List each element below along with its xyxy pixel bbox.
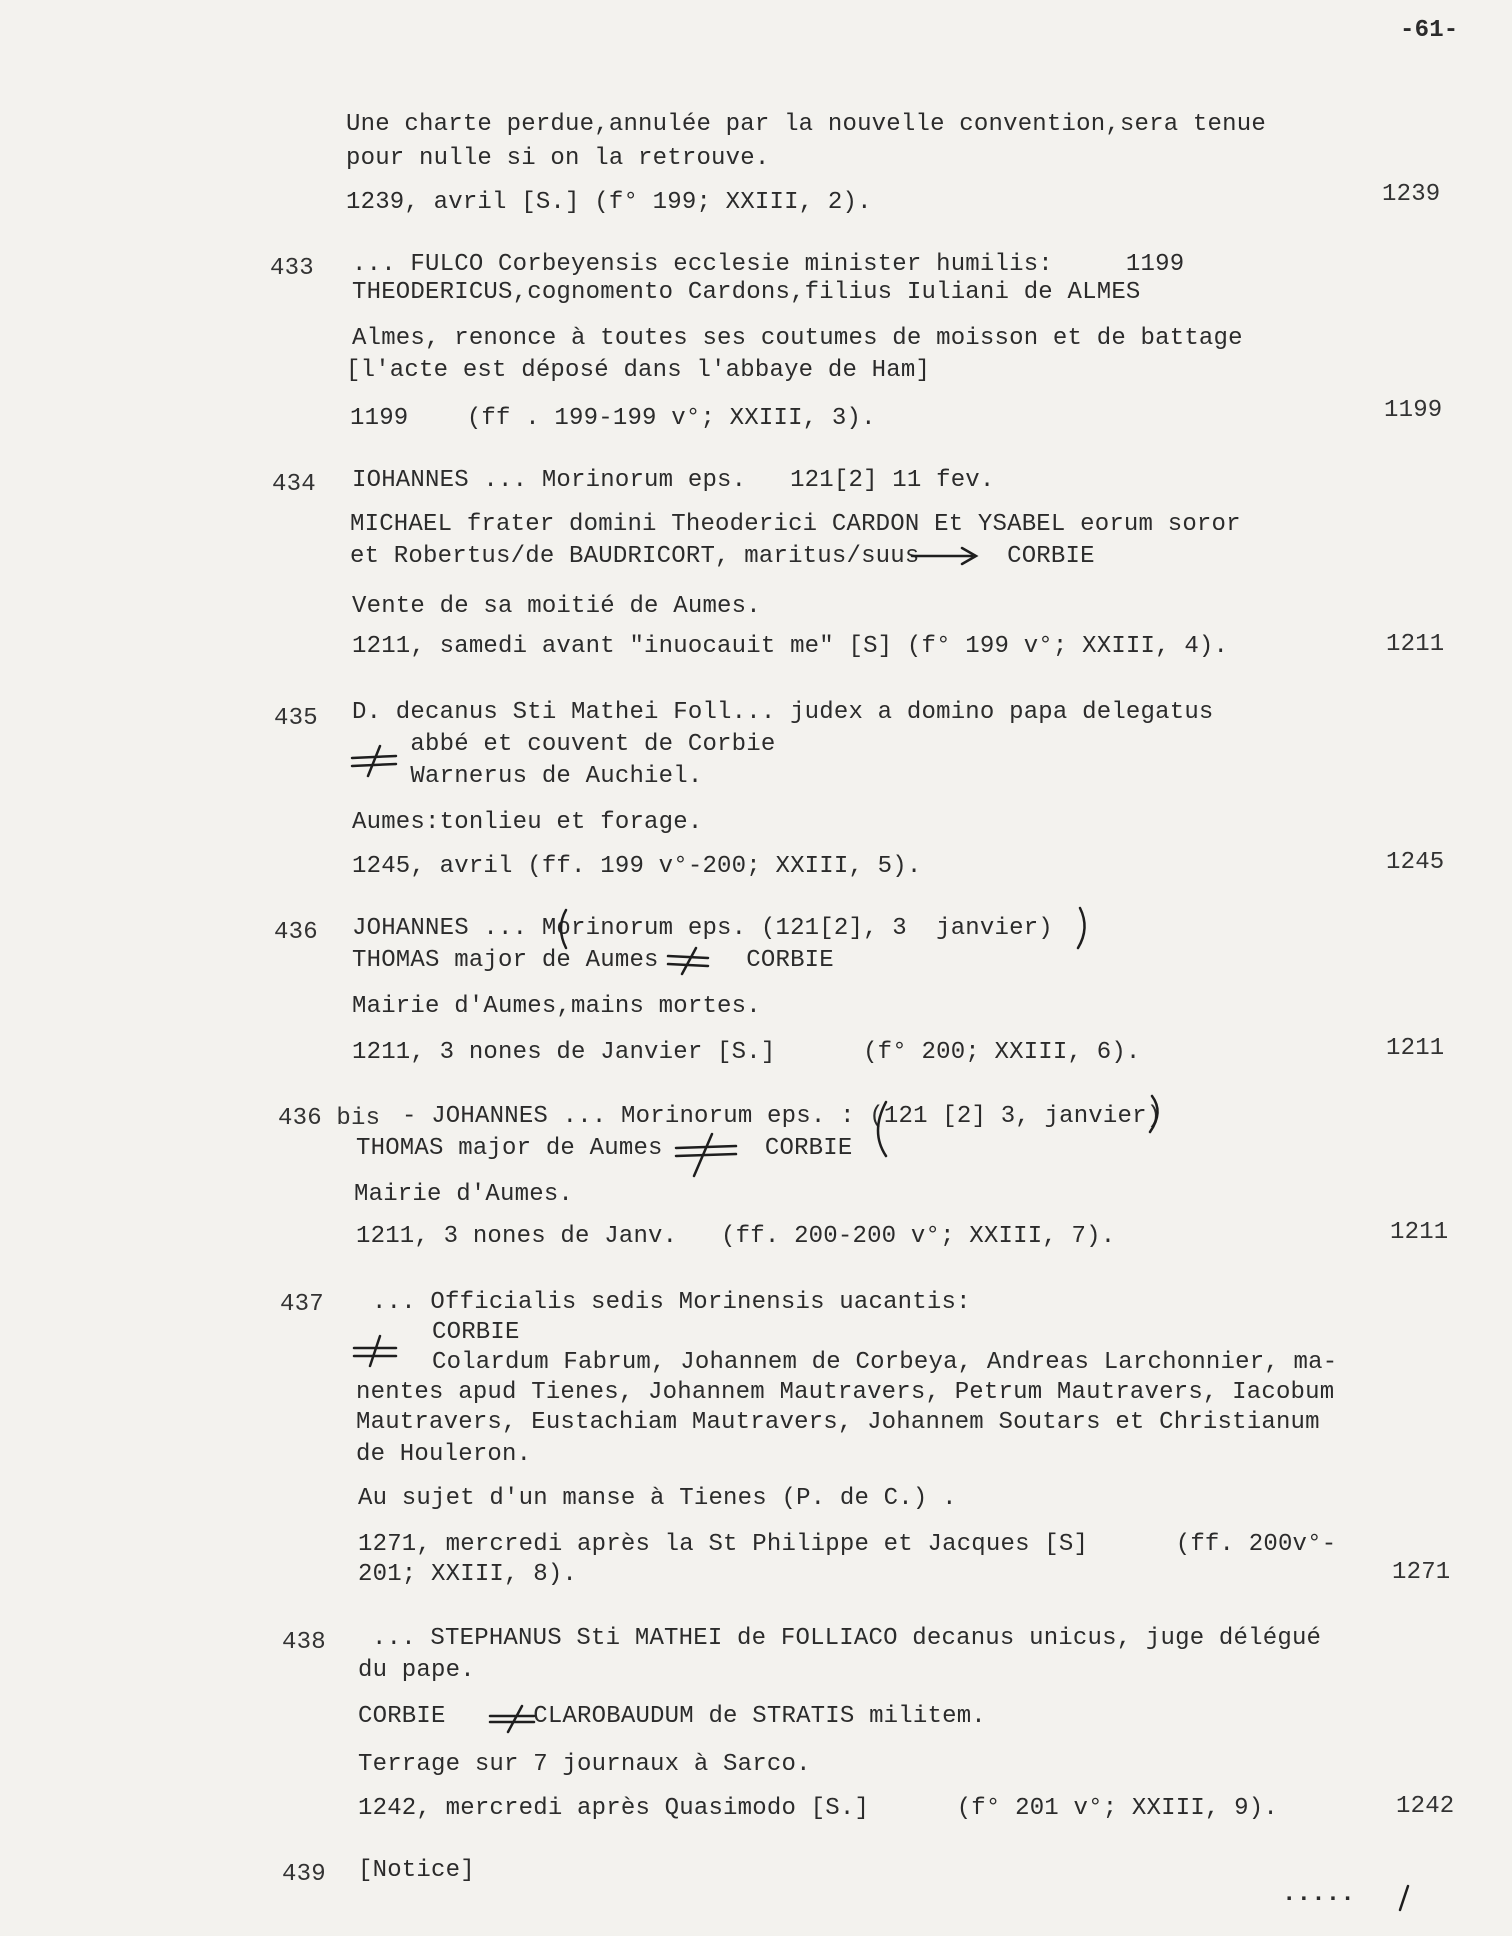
entry-434-line-5: 1211, samedi avant "inuocauit me" [S] (f° 199 v°; XXIII, 4).: [352, 633, 1229, 660]
entry-433-line-3: Almes, renonce à toutes ses coutumes de moisson et de battage: [352, 325, 1243, 352]
entry-436bis-line-1: - JOHANNES ... Morinorum eps. : (121 [2] 3, janvier): [402, 1103, 1162, 1130]
entry-436-year: 1211: [1386, 1035, 1445, 1062]
entry-434-year: 1211: [1386, 631, 1445, 658]
entry-436bis-line-3: Mairie d'Aumes.: [354, 1181, 574, 1208]
entry-436bis-line-4: 1211, 3 nones de Janv. (ff. 200-200 v°; XXIII, 7).: [356, 1223, 1116, 1250]
entry-435-number: 435: [274, 705, 318, 732]
entry-434-line-1: IOHANNES ... Morinorum eps. 121[2] 11 fev.: [352, 467, 995, 494]
entry-438-line-3: CORBIE CLAROBAUDUM de STRATIS militem.: [358, 1703, 986, 1730]
entry-437-line-7: Au sujet d'un manse à Tienes (P. de C.) .: [358, 1485, 957, 1512]
entry-435-line-1: D. decanus Sti Mathei Foll... judex a domino papa delegatus: [352, 699, 1214, 726]
entry-438-line-1: ... STEPHANUS Sti MATHEI de FOLLIACO decanus unicus, juge délégué: [372, 1625, 1322, 1652]
entry-436bis-line-2: THOMAS major de Aumes CORBIE: [356, 1135, 853, 1162]
entry-437-line-9: 201; XXIII, 8).: [358, 1561, 578, 1588]
entry-436-line-1: JOHANNES ... Morinorum eps. (121[2], 3 janvier): [352, 915, 1053, 942]
page-number: -61-: [1400, 17, 1459, 44]
entry-prev-line-2: pour nulle si on la retrouve.: [346, 145, 770, 172]
entry-438-line-5: 1242, mercredi après Quasimodo [S.] (f° 201 v°; XXIII, 9).: [358, 1795, 1278, 1822]
entry-433-line-2: THEODERICUS,cognomento Cardons,filius Iuliani de ALMES: [352, 279, 1141, 306]
entry-436bis-year: 1211: [1390, 1219, 1449, 1246]
entry-437-line-8: 1271, mercredi après la St Philippe et Jacques [S] (ff. 200v°-: [358, 1531, 1337, 1558]
entry-prev-year: 1239: [1382, 181, 1441, 208]
entry-prev-line-1: Une charte perdue,annulée par la nouvelle convention,sera tenue: [346, 111, 1266, 138]
entry-438-year: 1242: [1396, 1793, 1455, 1820]
paren-mark-436: [1078, 908, 1085, 948]
entry-434-number: 434: [272, 471, 316, 498]
entry-435-line-4: Aumes:tonlieu et forage.: [352, 809, 703, 836]
entry-436-line-4: 1211, 3 nones de Janvier [S.] (f° 200; XXIII, 6).: [352, 1039, 1141, 1066]
entry-436-line-2: THOMAS major de Aumes CORBIE: [352, 947, 834, 974]
entry-438-number: 438: [282, 1629, 326, 1656]
entry-436-line-3: Mairie d'Aumes,mains mortes.: [352, 993, 761, 1020]
footer-ellipsis: .....: [1282, 1881, 1356, 1908]
entry-438-line-4: Terrage sur 7 journaux à Sarco.: [358, 1751, 811, 1778]
entry-435-line-5: 1245, avril (ff. 199 v°-200; XXIII, 5).: [352, 853, 922, 880]
entry-prev-line-3: 1239, avril [S.] (f° 199; XXIII, 2).: [346, 189, 872, 216]
entry-439-line-1: [Notice]: [358, 1857, 475, 1884]
entry-437-year: 1271: [1392, 1559, 1451, 1586]
entry-436-number: 436: [274, 919, 318, 946]
entry-435-year: 1245: [1386, 849, 1445, 876]
entry-436bis-number: 436 bis: [278, 1105, 381, 1132]
entry-433-number: 433: [270, 255, 314, 282]
entry-434-line-4: Vente de sa moitié de Aumes.: [352, 593, 761, 620]
entry-435-line-2: abbé et couvent de Corbie: [352, 731, 776, 758]
entry-433-year: 1199: [1384, 397, 1443, 424]
entry-439-number: 439: [282, 1861, 326, 1888]
entry-438-line-2: du pape.: [358, 1657, 475, 1684]
entry-433-line-4: [l'acte est déposé dans l'abbaye de Ham]: [346, 357, 931, 384]
entry-437-line-6: de Houleron.: [356, 1441, 532, 1468]
entry-434-line-3: et Robertus/de BAUDRICORT, maritus/suus CORBIE: [350, 543, 1095, 570]
entry-437-number: 437: [280, 1291, 324, 1318]
entry-433-line-5: 1199 (ff . 199-199 v°; XXIII, 3).: [350, 405, 876, 432]
footer-slash-mark: [1400, 1886, 1408, 1910]
entry-437-line-2: CORBIE: [432, 1319, 520, 1346]
entry-437-line-3: Colardum Fabrum, Johannem de Corbeya, Andreas Larchonnier, ma-: [432, 1349, 1338, 1376]
entry-435-line-3: Warnerus de Auchiel.: [352, 763, 703, 790]
entry-437-line-4: nentes apud Tienes, Johannem Mautravers, Petrum Mautravers, Iacobum: [356, 1379, 1335, 1406]
entry-433-line-1: ... FULCO Corbeyensis ecclesie minister humilis: 1199: [352, 251, 1185, 278]
entry-437-line-5: Mautravers, Eustachiam Mautravers, Johannem Soutars et Christianum: [356, 1409, 1320, 1436]
entry-434-line-2: MICHAEL frater domini Theoderici CARDON Et YSABEL eorum soror: [350, 511, 1241, 538]
entry-437-line-1: ... Officialis sedis Morinensis uacantis:: [372, 1289, 971, 1316]
